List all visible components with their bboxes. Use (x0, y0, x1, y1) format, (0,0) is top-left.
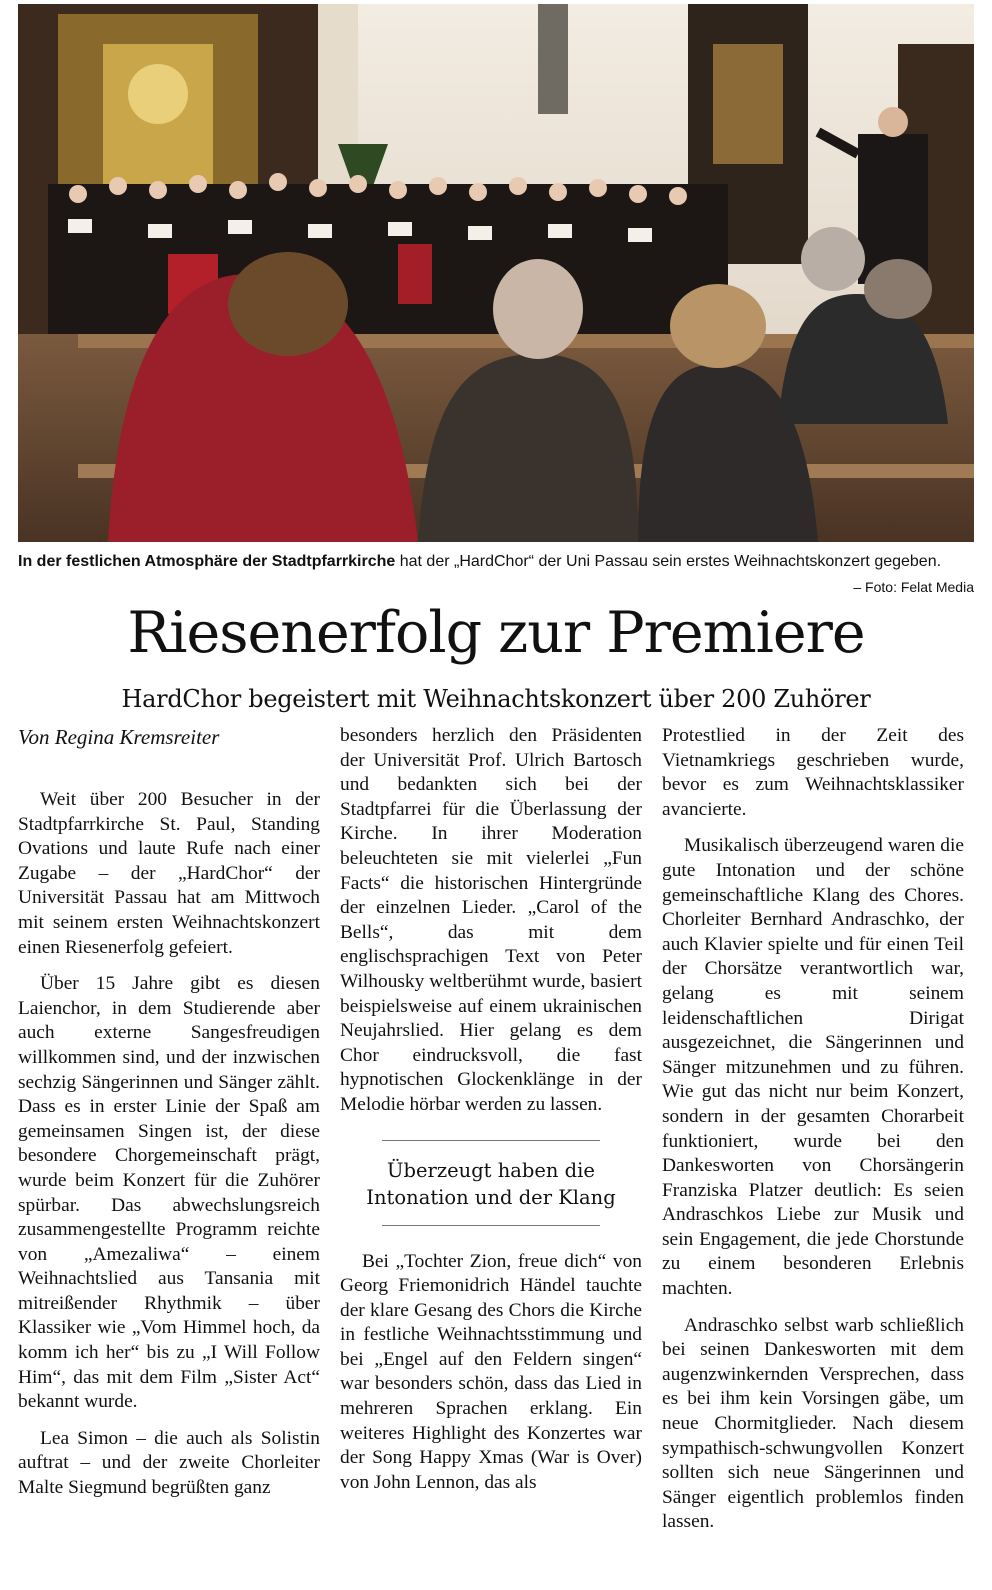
article-headline: Riesenerfolg zur Premiere (127, 600, 865, 666)
article-column-3 (662, 724, 964, 1535)
photo-credit: – Foto: Felat Media (853, 579, 974, 595)
intertitle-box (340, 1140, 642, 1226)
paragraph: Weit über 200 Besucher in der Stadtpfarrkirche St. Paul, Standing Ovations und laute Rufe nach einer Zugabe – der „HardChor“ der Universität Passau hat am Mittwoch mit seinem ersten Weihnachtskonzert einen Riesenerfolg gefeiert. (18, 789, 320, 958)
caption-bold: In der festlichen Atmosphäre der Stadtpfarrkirche (18, 553, 396, 570)
paragraph: Über 15 Jahre gibt es diesen Laienchor, in dem Studierende aber auch externe Sangesfreudigen willkommen sind, und der inzwischen sechzig Sängerinnen und Sänger zählt. Dass es in erster Linie der Spaß am gemeinsamen Singen ist, der diese besondere Chorgemeinschaft prägt, wurde beim Konzert für die Zuhörer spürbar. Das abwechslungsreich zusammengestellte Programm reichte von „Amezaliwa“ – einem Weihnachtslied aus Tansania mit mitreißender Rhythmik – über Klassiker wie „Vom Himmel hoch, da komm ich her“ bis zu „I Will Follow Him“, das mit dem Film „Sister Act“ bekannt wurde. (18, 973, 320, 1413)
paragraph: Musikalisch überzeugend waren die gute Intonation und der schöne gemeinschaftliche Klang des Chores. Chorleiter Bernhard Andraschko, der auch Klavier spielte und für einen Teil der Chorsätze verantwortlich war, gelang es mit seinem leidenschaftlichen Dirigat ausgezeichnet, die Sängerinnen und Sänger mitzunehmen und zu führen. Wie gut das nicht nur beim Konzert, sondern in der gesamten Chorarbeit funktioniert, wurde bei den Dankesworten von Chorsängerin Franziska Platzer deutlich: Es seien Andraschkos Liebe zur Musik und sein Engagement, die jede Chorstunde zu einem besonderen Erlebnis machten. (662, 835, 964, 1300)
divider (382, 1225, 600, 1226)
intertitle (340, 1141, 642, 1225)
caption-rest: hat der „HardChor“ der Uni Passau sein erstes Weihnachtskonzert gegeben. (395, 553, 942, 570)
article-subheadline: HardChor begeistert mit Weihnachtskonzert über 200 Zuhörer (121, 685, 871, 713)
intertitle-line-1: Überzeugt haben die (387, 1158, 595, 1182)
paragraph: Bei „Tochter Zion, freue dich“ von Georg Friemonidrich Händel tauchte der klare Gesang des Chors die Kirche in festliche Weihnachtsstimmung und bei „Engel auf den Feldern singen“ war besonders schön, dass das Lied in mehreren Sprachen erklang. Ein weiteres Highlight des Konzertes war der Song Happy Xmas (War is Over) von John Lennon, das als (340, 1250, 642, 1493)
intertitle-line-2: Intonation und der Klang (366, 1185, 616, 1209)
photo-caption (18, 551, 974, 573)
paragraph: Andraschko selbst warb schließlich bei seinen Dankesworten mit dem augenzwinkernden Versprechen, dass es bei ihm kein Vorsingen gäbe, um neue Chormitglieder. Nach diesem sympathisch-schwungvollen Konzert sollten sich neue Sängerinnen und Sänger eigentlich problemlos finden lassen. (662, 1314, 964, 1533)
paragraph: Lea Simon – die auch als Solistin auftrat – und der zweite Chorleiter Malte Siegmund begrüßten ganz (18, 1427, 320, 1499)
church-concert-photo-icon (18, 4, 974, 542)
paragraph: Protestlied in der Zeit des Vietnamkriegs geschrieben wurde, bevor es zum Weihnachtsklassiker avancierte. (662, 725, 964, 820)
article-photo (18, 4, 974, 542)
article-column-2 (340, 724, 642, 1495)
author-byline: Von Regina Kremsreiter (18, 725, 220, 749)
article-column-1 (18, 724, 320, 1501)
paragraph: besonders herzlich den Präsidenten der Universität Prof. Ulrich Bartosch und bedankten sich bei der Stadtpfarrei für die Überlassung der Kirche. In ihrer Moderation beleuchteten sie mit vielerlei „Fun Facts“ die historischen Hintergründe der einzelnen Lieder. „Carol of the Bells“, das mit dem englischsprachigen Text von Peter Wilhousky weltberühmt wurde, basiert beispielsweise auf einem ukrainischen Neujahrslied. Hier gelang es dem Chor eindrucksvoll, die fast hypnotischen Glockenklänge in der Melodie hörbar werden zu lassen. (340, 725, 642, 1115)
